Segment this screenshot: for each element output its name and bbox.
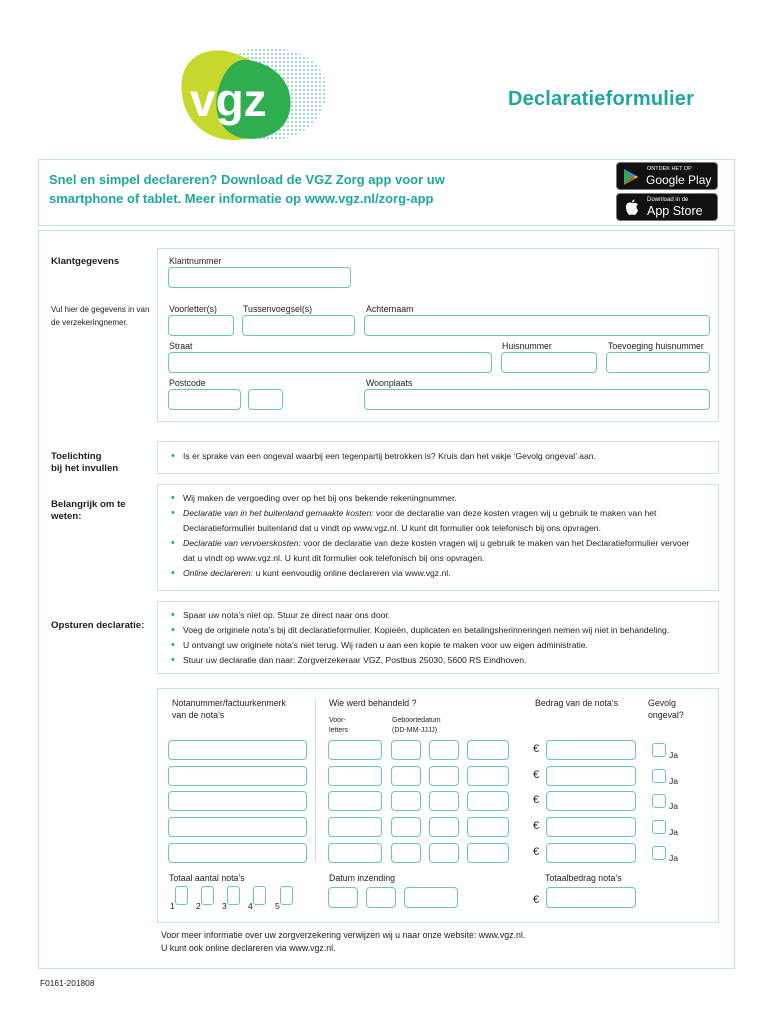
belangrijk-bullet-3 bbox=[169, 536, 717, 566]
gevolg-ongeval-checkbox[interactable] bbox=[652, 820, 666, 834]
voorletters-label: Voorletter(s) bbox=[169, 304, 217, 314]
aantal-label-1: 1 bbox=[170, 901, 175, 911]
row-euro: € bbox=[533, 820, 540, 832]
app-store-big: App Store bbox=[647, 204, 703, 218]
voorletters-col-2: letters bbox=[329, 727, 349, 734]
opsturen-title: Opsturen declaratie: bbox=[51, 620, 145, 631]
achternaam-label: Achternaam bbox=[366, 304, 414, 314]
google-play-button[interactable] bbox=[616, 162, 718, 190]
ja-label: Ja bbox=[669, 853, 679, 863]
tussenvoegsel-input[interactable] bbox=[242, 315, 355, 336]
geboortedatum-col-1: Geboortedatum bbox=[392, 717, 441, 724]
aantal-checkbox-1[interactable] bbox=[175, 886, 188, 905]
gevolg-ongeval-checkbox[interactable] bbox=[652, 769, 666, 783]
aantal-label-4: 4 bbox=[248, 901, 253, 911]
totaalbedrag-label: Totaalbedrag nota’s bbox=[545, 873, 622, 883]
aantal-checkbox-4[interactable] bbox=[253, 886, 266, 905]
ja-label: Ja bbox=[669, 776, 679, 786]
ongeval-col-label-1: Gevolg bbox=[648, 698, 676, 708]
datum-inzending-mm[interactable] bbox=[366, 887, 396, 908]
klantgegevens-hint: Vul hier de gegevens in van de verzekeringnemer. bbox=[51, 305, 150, 327]
footer-info-1: Voor meer informatie over uw zorgverzekering verwijzen wij u naar onze website: www.vgz.nl. bbox=[161, 930, 526, 940]
ja-label: Ja bbox=[669, 827, 679, 837]
nota-col1-label-2: van de nota’s bbox=[172, 710, 225, 720]
voorletters-row-input[interactable] bbox=[328, 843, 382, 863]
belangrijk-title-1: Belangrijk om te bbox=[51, 499, 126, 510]
voorletters-row-input[interactable] bbox=[328, 791, 382, 811]
belangrijk-b3-rest: voor de declaratie van deze kosten vragen wij u gebruik te maken van het Declaratieformulier vervoer bbox=[300, 538, 690, 548]
geboortedatum-dd-input[interactable] bbox=[391, 766, 421, 786]
row-euro: € bbox=[533, 794, 540, 806]
geboortedatum-dd-input[interactable] bbox=[391, 843, 421, 863]
notanummer-input[interactable] bbox=[168, 817, 307, 837]
toevoeging-label: Toevoeging huisnummer bbox=[608, 341, 704, 351]
belangrijk-b3-em: Declaratie van vervoerskosten: bbox=[183, 538, 301, 548]
geboortedatum-mm-input[interactable] bbox=[429, 766, 459, 786]
belangrijk-b2-em: Declaratie van in het buitenland gemaakte kosten: bbox=[183, 508, 374, 518]
ongeval-col-label-2: ongeval? bbox=[648, 710, 684, 720]
totaalbedrag-euro: € bbox=[533, 894, 540, 906]
datum-inzending-label: Datum inzending bbox=[329, 873, 396, 883]
toelichting-bullet: • Is er sprake van een ongeval waarbij een tegenpartij betrokken is? Kruis dan het vakje ‘Gevolg ongeval’ aan. bbox=[169, 449, 714, 464]
ja-label: Ja bbox=[669, 801, 679, 811]
tussenvoegsel-label: Tussenvoegsel(s) bbox=[243, 304, 313, 314]
straat-label: Straat bbox=[169, 341, 193, 351]
apple-icon bbox=[625, 199, 639, 216]
belangrijk-bullet-2 bbox=[169, 506, 717, 536]
geboortedatum-jjjj-input[interactable] bbox=[467, 817, 509, 837]
postcode-label: Postcode bbox=[169, 378, 206, 388]
bedrag-input[interactable] bbox=[546, 791, 636, 811]
opsturen-list bbox=[169, 608, 717, 668]
footer-info-2: U kunt ook online declareren via www.vgz.nl. bbox=[161, 943, 336, 953]
aantal-label-3: 3 bbox=[222, 901, 227, 911]
belangrijk-b4-rest: u kunt eenvoudig online declareren via www.vgz.nl. bbox=[253, 568, 451, 578]
belangrijk-title-2: weten: bbox=[51, 511, 82, 522]
belangrijk-b3-line2: dat u vindt op www.vgz.nl. U kunt dit formulier ook telefonisch bij ons opvragen. bbox=[183, 553, 485, 563]
opsturen-bullet-3: • U ontvangt uw originele nota’s niet terug. Wij raden u aan een kopie te maken voor uw eigen administratie. bbox=[169, 638, 717, 653]
row-euro: € bbox=[533, 846, 540, 858]
voorletters-col-1: Voor- bbox=[329, 717, 346, 724]
google-play-small: ONTDEK HET OP bbox=[647, 166, 692, 172]
voorletters-input[interactable] bbox=[168, 315, 234, 336]
bedrag-input[interactable] bbox=[546, 843, 636, 863]
notanummer-input[interactable] bbox=[168, 843, 307, 863]
form-code: F0161-201808 bbox=[40, 978, 95, 988]
geboortedatum-dd-input[interactable] bbox=[391, 740, 421, 760]
promo-line-2: smartphone of tablet. Meer informatie op www.vgz.nl/zorg-app bbox=[49, 191, 434, 206]
geboortedatum-jjjj-input[interactable] bbox=[467, 766, 509, 786]
postcode-digits-input[interactable] bbox=[168, 389, 241, 410]
opsturen-bullet-4: • Stuur uw declaratie dan naar: Zorgverzekeraar VGZ, Postbus 25030, 5600 RS Eindhoven. bbox=[169, 653, 717, 668]
aantal-checkbox-2[interactable] bbox=[201, 886, 214, 905]
belangrijk-b4-em: Online declareren: bbox=[183, 568, 254, 578]
notanummer-input[interactable] bbox=[168, 740, 307, 760]
nota-divider bbox=[315, 698, 316, 862]
geboortedatum-mm-input[interactable] bbox=[429, 843, 459, 863]
nota-col2-label: Wie werd behandeld ? bbox=[329, 698, 417, 708]
geboortedatum-mm-input[interactable] bbox=[429, 740, 459, 760]
huisnummer-label: Huisnummer bbox=[502, 341, 552, 351]
geboortedatum-dd-input[interactable] bbox=[391, 817, 421, 837]
bedrag-col-label: Bedrag van de nota’s bbox=[535, 698, 618, 708]
geboortedatum-jjjj-input[interactable] bbox=[467, 791, 509, 811]
aantal-checkbox-3[interactable] bbox=[227, 886, 240, 905]
notanummer-input[interactable] bbox=[168, 766, 307, 786]
app-store-button[interactable] bbox=[616, 193, 718, 221]
geboortedatum-col-2: (DD-MM-JJJJ) bbox=[392, 727, 438, 734]
voorletters-row-input[interactable] bbox=[328, 817, 382, 837]
geboortedatum-mm-input[interactable] bbox=[429, 817, 459, 837]
gevolg-ongeval-checkbox[interactable] bbox=[652, 743, 666, 757]
nota-col1-label-1: Notanummer/factuurkenmerk bbox=[172, 698, 286, 708]
huisnummer-input[interactable] bbox=[501, 352, 597, 373]
toevoeging-input[interactable] bbox=[606, 352, 710, 373]
postcode-letters-input[interactable] bbox=[248, 389, 283, 410]
straat-input[interactable] bbox=[168, 352, 492, 373]
page-title: Declaratieformulier bbox=[508, 88, 695, 110]
datum-inzending-dd[interactable] bbox=[328, 887, 358, 908]
aantal-label-2: 2 bbox=[196, 901, 201, 911]
belangrijk-b2-rest: voor de declaratie van deze kosten vragen wij u gebruik te maken van het bbox=[373, 508, 657, 518]
toelichting-title-2: bij het invullen bbox=[51, 463, 119, 474]
belangrijk-bullet-4 bbox=[169, 566, 717, 581]
bedrag-input[interactable] bbox=[546, 740, 636, 760]
klantgegevens-title: Klantgegevens bbox=[51, 256, 120, 267]
logo-text: vgz bbox=[190, 74, 267, 126]
vgz-logo bbox=[178, 44, 328, 144]
bedrag-input[interactable] bbox=[546, 817, 636, 837]
google-play-big: Google Play bbox=[646, 173, 712, 187]
belangrijk-b1-text: Wij maken de vergoeding over op het bij ons bekende rekeningnummer. bbox=[183, 493, 457, 503]
gevolg-ongeval-checkbox[interactable] bbox=[652, 846, 666, 860]
belangrijk-bullet-1 bbox=[169, 491, 717, 506]
voorletters-row-input[interactable] bbox=[328, 740, 382, 760]
toelichting-list bbox=[169, 449, 714, 464]
totaalbedrag-input[interactable] bbox=[546, 887, 636, 908]
woonplaats-input[interactable] bbox=[364, 389, 710, 410]
toelichting-title-1: Toelichting bbox=[51, 451, 102, 462]
row-euro: € bbox=[533, 769, 540, 781]
app-store-small: Download in de bbox=[647, 197, 689, 203]
opsturen-bullet-2: • Voeg de originele nota’s bij dit declaratieformulier. Kopieën, duplicaten en betalingsherinneringen nemen wij niet in behandeling. bbox=[169, 623, 717, 638]
klantnummer-label: Klantnummer bbox=[169, 256, 222, 266]
geboortedatum-jjjj-input[interactable] bbox=[467, 740, 509, 760]
totaal-aantal-label: Totaal aantal nota’s bbox=[169, 873, 245, 883]
belangrijk-list bbox=[169, 491, 717, 581]
promo-line-1: Snel en simpel declareren? Download de VGZ Zorg app voor uw bbox=[49, 172, 445, 187]
geboortedatum-dd-input[interactable] bbox=[391, 791, 421, 811]
gevolg-ongeval-checkbox[interactable] bbox=[652, 794, 666, 808]
geboortedatum-mm-input[interactable] bbox=[429, 791, 459, 811]
ja-label: Ja bbox=[669, 750, 679, 760]
achternaam-input[interactable] bbox=[364, 315, 710, 336]
woonplaats-label: Woonplaats bbox=[366, 378, 413, 388]
google-play-icon bbox=[623, 168, 639, 186]
klantnummer-input[interactable] bbox=[168, 267, 351, 288]
bedrag-input[interactable] bbox=[546, 766, 636, 786]
datum-inzending-jjjj[interactable] bbox=[404, 887, 458, 908]
aantal-label-5: 5 bbox=[275, 901, 280, 911]
opsturen-bullet-1: • Spaar uw nota’s niet op. Stuur ze direct naar ons door. bbox=[169, 608, 717, 623]
notanummer-input[interactable] bbox=[168, 791, 307, 811]
belangrijk-b2-line2: Declaratieformulier buitenland dat u vindt op www.vgz.nl. U kunt dit formulier ook telefonisch bij ons opvragen. bbox=[183, 523, 601, 533]
voorletters-row-input[interactable] bbox=[328, 766, 382, 786]
aantal-checkbox-5[interactable] bbox=[280, 886, 293, 905]
row-euro: € bbox=[533, 743, 540, 755]
geboortedatum-jjjj-input[interactable] bbox=[467, 843, 509, 863]
